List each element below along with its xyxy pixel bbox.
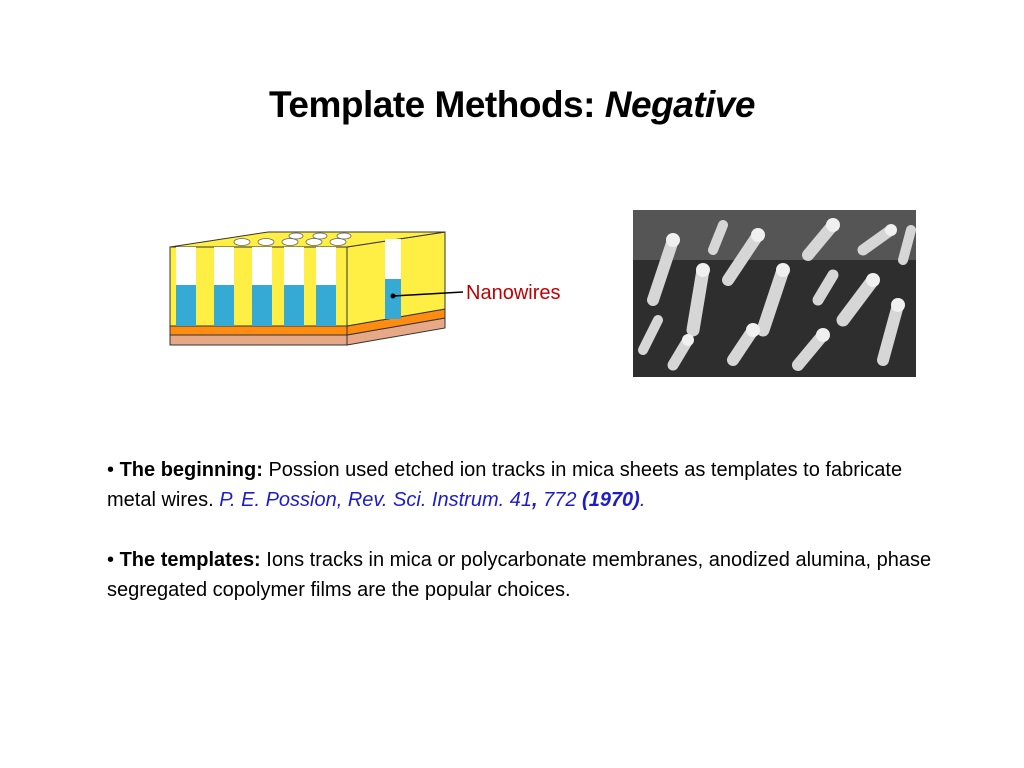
bullet-heading: The beginning:: [119, 459, 263, 481]
pore-opening: [313, 233, 327, 239]
pore-opening: [330, 239, 346, 246]
micrograph-image: [633, 210, 916, 377]
citation-pages: 772: [537, 489, 583, 511]
citation-year: (1970): [582, 489, 640, 511]
citation-authors: P. E. Possion, Rev. Sci. Instrum. 41: [219, 489, 532, 511]
bullet-templates: [107, 545, 947, 605]
bullet-list: [107, 455, 947, 635]
bullet-text: Ions tracks in mica or polycarbonate membranes, anodized alumina, phase segregated copolymer films are the popular choices.: [107, 549, 932, 601]
bullet-marker: •: [107, 459, 115, 481]
slide-title: [0, 84, 1024, 126]
nanowire: [284, 285, 304, 326]
nanowire: [385, 279, 401, 319]
bullet-text: Possion used etched ion tracks in mica sheets as templates to fabricate metal wires.: [107, 459, 903, 511]
nanowires-label: Nanowires: [466, 282, 561, 304]
nanowire: [316, 285, 336, 326]
pore-opening: [282, 239, 298, 246]
nanowire: [252, 285, 272, 326]
pore-opening: [258, 239, 274, 246]
template-diagram: [160, 205, 600, 355]
title-main: Template Methods:: [269, 84, 605, 125]
pore-opening: [306, 239, 322, 246]
citation-end: .: [639, 489, 646, 511]
pore-opening: [337, 233, 351, 239]
pore-opening: [234, 239, 250, 246]
citation: [219, 489, 645, 511]
nanowire: [176, 285, 196, 326]
bullet-marker: •: [107, 549, 115, 571]
pore-opening: [289, 233, 303, 239]
citation-comma: ,: [531, 489, 538, 511]
label-leader-dot: [391, 294, 396, 299]
electrode-front: [170, 326, 347, 335]
bullet-heading: The templates:: [119, 549, 261, 571]
nanowire: [214, 285, 234, 326]
title-emphasis: Negative: [604, 84, 755, 125]
bullet-beginning: [107, 455, 947, 515]
substrate-front: [170, 335, 347, 345]
